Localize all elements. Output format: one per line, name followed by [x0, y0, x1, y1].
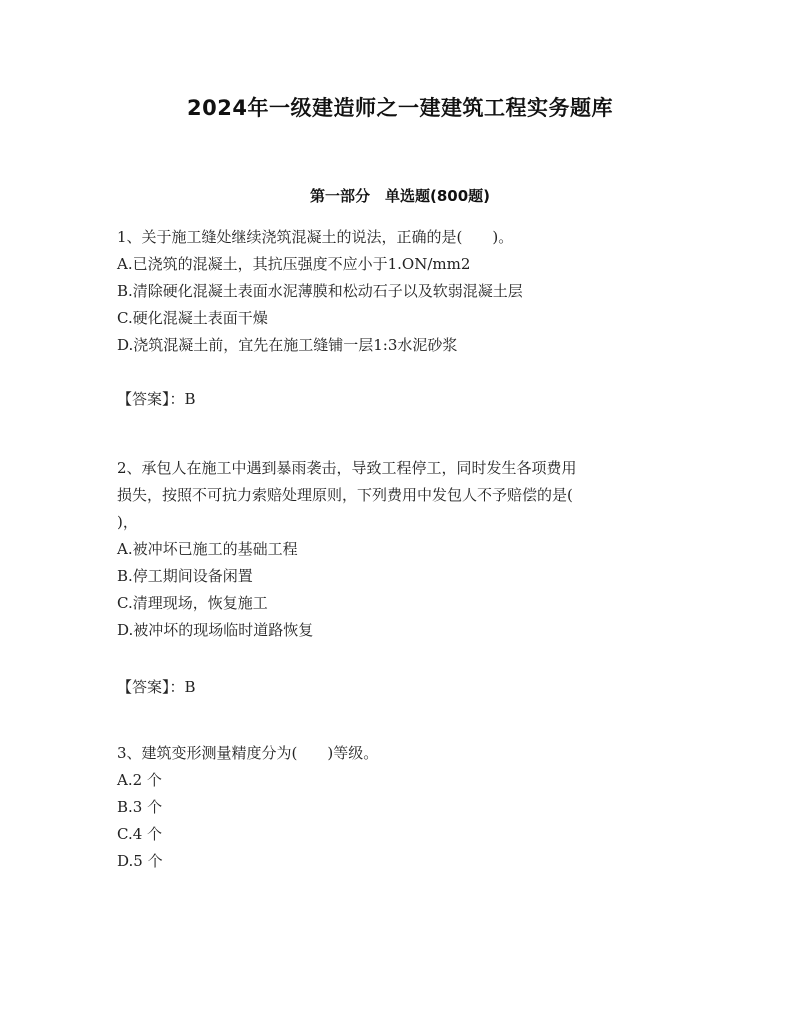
document-title: 2024年一级建造师之一建建筑工程实务题库 [187, 96, 613, 120]
question-2-option-d: D.被冲坏的现场临时道路恢复 [117, 621, 314, 639]
question-3-option-b: B.3 个 [117, 798, 163, 816]
question-2-answer: 【答案】：B [117, 678, 196, 696]
question-2-option-a: A.被冲坏已施工的基础工程 [117, 540, 298, 558]
question-1-option-c: C.硬化混凝土表面干燥 [117, 309, 268, 327]
question-1-stem: 1、关于施工缝处继续浇筑混凝土的说法，正确的是( )。 [117, 228, 514, 246]
question-3-stem: 3、建筑变形测量精度分为( )等级。 [117, 744, 379, 762]
question-2-stem-line-3: )， [117, 513, 138, 531]
question-1-answer: 【答案】：B [117, 390, 196, 408]
question-2-stem-line-2: 损失，按照不可抗力索赔处理原则，下列费用中发包人不予赔偿的是( [117, 486, 573, 504]
question-1-option-a: A.已浇筑的混凝土，其抗压强度不应小于1.ON/mm2 [117, 255, 471, 273]
question-1-option-d: D.浇筑混凝土前，宜先在施工缝铺一层1:3水泥砂浆 [117, 336, 458, 354]
question-2-option-c: C.清理现场，恢复施工 [117, 594, 268, 612]
question-1-option-b: B.清除硬化混凝土表面水泥薄膜和松动石子以及软弱混凝土层 [117, 282, 523, 300]
question-3-option-c: C.4 个 [117, 825, 163, 843]
question-3-option-a: A.2 个 [117, 771, 162, 789]
question-3-option-d: D.5 个 [117, 852, 163, 870]
section-heading: 第一部分 单选题(800题) [309, 187, 491, 205]
question-2-option-b: B.停工期间设备闲置 [117, 567, 253, 585]
question-2-stem-line-1: 2、承包人在施工中遇到暴雨袭击，导致工程停工，同时发生各项费用 [117, 459, 577, 477]
